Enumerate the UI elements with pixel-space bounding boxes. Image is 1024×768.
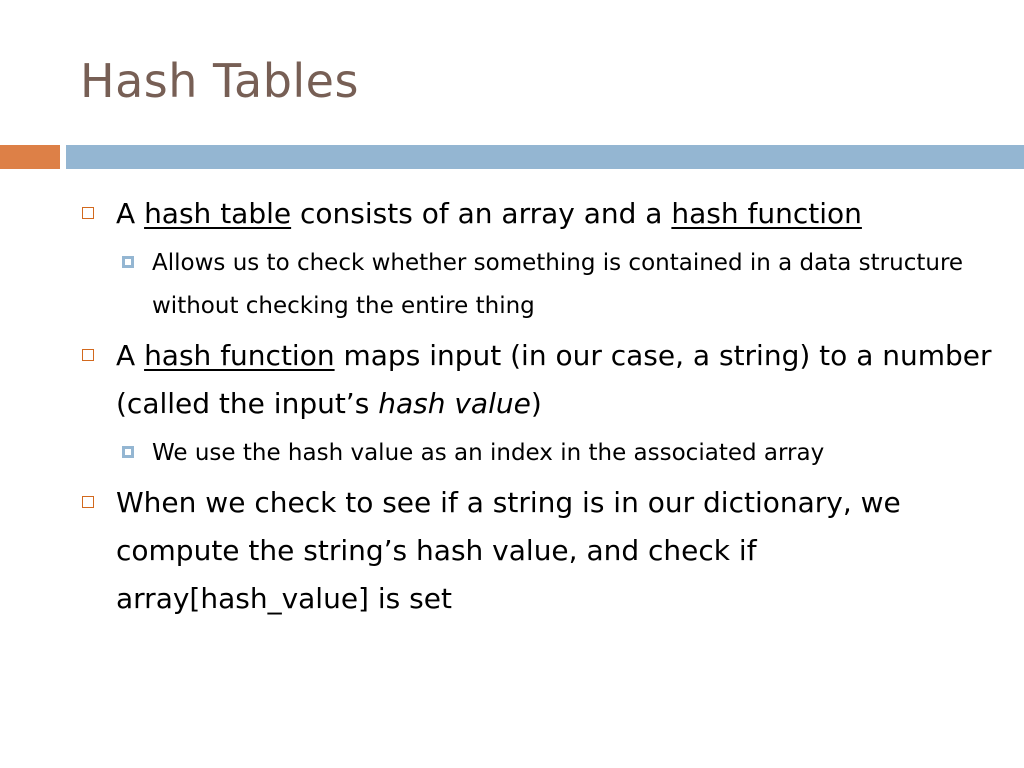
bullet-hash-function — [80, 332, 1000, 428]
term-hash-function: hash function — [144, 339, 335, 372]
slide-content — [80, 190, 1000, 627]
bullet-text: maps input (in our case, a string) to a number (called the input’s — [116, 339, 992, 420]
bullet-text: A — [116, 339, 145, 372]
filled-square-bullet-icon — [122, 446, 134, 458]
bullet-text: A — [116, 197, 145, 230]
accent-bar-blue — [66, 145, 1024, 169]
term-hash-table: hash table — [144, 197, 292, 230]
slide-title: Hash Tables — [80, 54, 359, 108]
sub-bullet-check-contained — [80, 242, 1000, 328]
bullet-text: consists of an array and a — [291, 197, 672, 230]
bullet-text: ) — [530, 387, 542, 420]
square-bullet-icon — [82, 349, 94, 361]
accent-bar-orange — [0, 145, 60, 169]
term-hash-function: hash function — [671, 197, 862, 230]
bullet-dictionary-check — [80, 479, 1000, 623]
filled-square-bullet-icon — [122, 256, 134, 268]
sub-bullet-text: We use the hash value as an index in the associated array — [152, 440, 825, 466]
sub-bullet-text: Allows us to check whether something is contained in a data structure without checking the entire thing — [152, 250, 964, 319]
bullet-text: When we check to see if a string is in our dictionary, we compute the string’s hash value, and check if array[hash_value] is set — [116, 486, 901, 615]
square-bullet-icon — [82, 496, 94, 508]
sub-bullet-index — [80, 432, 1000, 475]
term-hash-value: hash value — [378, 387, 531, 420]
bullet-hash-table — [80, 190, 1000, 238]
square-bullet-icon — [82, 207, 94, 219]
